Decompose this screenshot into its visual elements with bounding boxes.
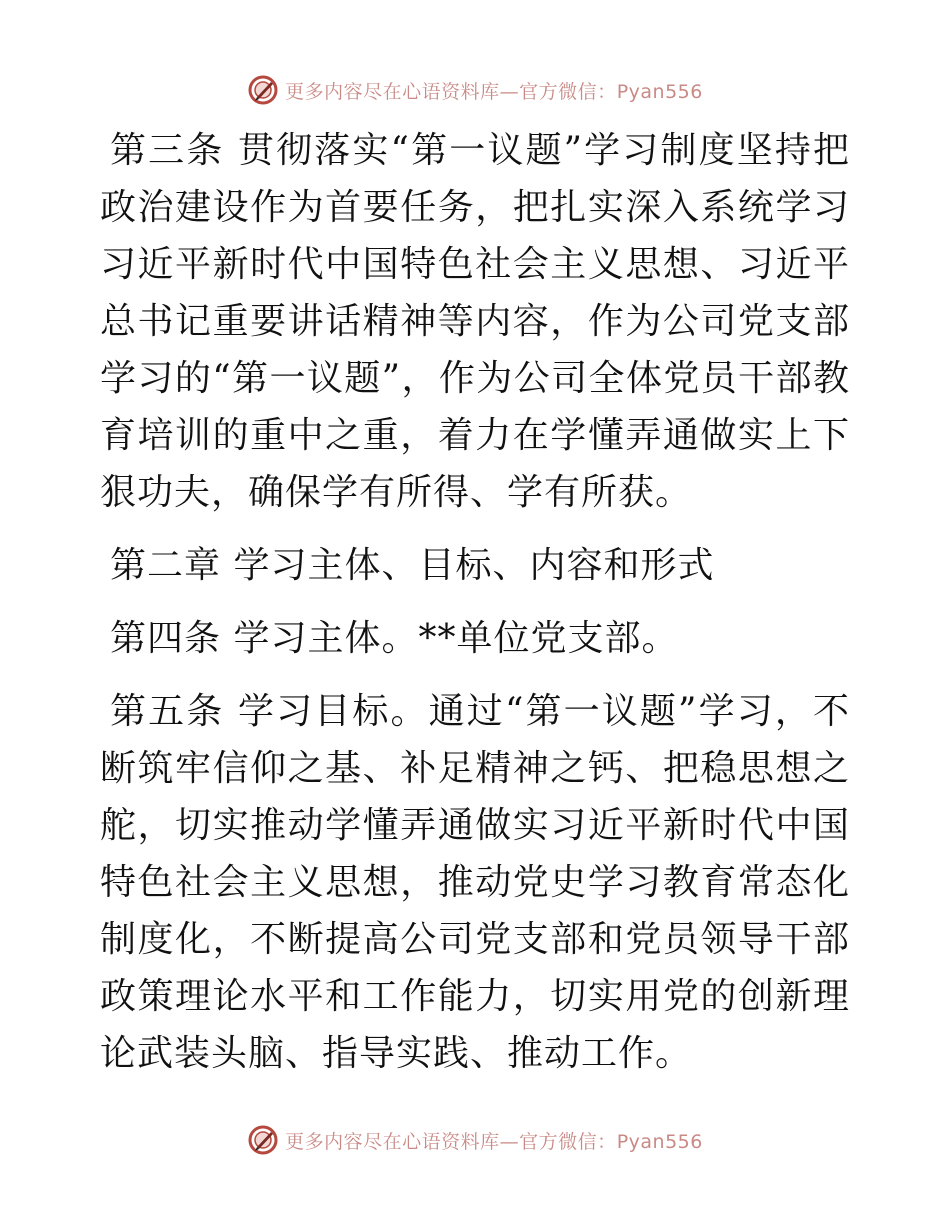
chapter-2-heading: 第二章 学习主体、目标、内容和形式 [110,545,715,586]
watermark-wechat-id: Pyan556 [616,80,703,103]
watermark-text [285,1127,703,1154]
watermark-separator: — [499,1130,520,1153]
footer-watermark [0,1122,950,1158]
article-5-paragraph: 第五条 学习目标。通过“第一议题”学习，不断筑牢信仰之基、补足精神之钙、把稳思想之舵，切实推动学懂弄通做实习近平新时代中国特色社会主义思想，推动党史学习教育常态化制度化，不断提高公司党支部和党员领导干部政策理论水平和工作能力，切实用党的创新理论武装头脑、指导实践、推动工作。 [100,691,850,1074]
article-4-paragraph: 第四条 学习主体。**单位党支部。 [110,618,679,659]
document-body [100,122,850,1082]
watermark-main-text: 更多内容尽在心语资料库 [285,80,500,103]
watermark-wechat-label: 官方微信： [519,1130,617,1153]
watermark-wechat-label: 官方微信： [519,80,617,103]
red-circle-pen-logo-icon [247,74,279,106]
watermark-separator: — [499,80,520,103]
watermark-main-text: 更多内容尽在心语资料库 [285,1130,500,1153]
watermark-text [285,77,703,104]
header-watermark [0,72,950,108]
watermark-wechat-id: Pyan556 [616,1130,703,1153]
article-3-paragraph: 第三条 贯彻落实“第一议题”学习制度坚持把政治建设作为首要任务，把扎实深入系统学习习近平新时代中国特色社会主义思想、习近平总书记重要讲话精神等内容，作为公司党支部学习的“第一议题”，作为公司全体党员干部教育培训的重中之重，着力在学懂弄通做实上下狠功夫，确保学有所得、学有所获。 [100,130,850,513]
red-circle-pen-logo-icon [247,1124,279,1156]
